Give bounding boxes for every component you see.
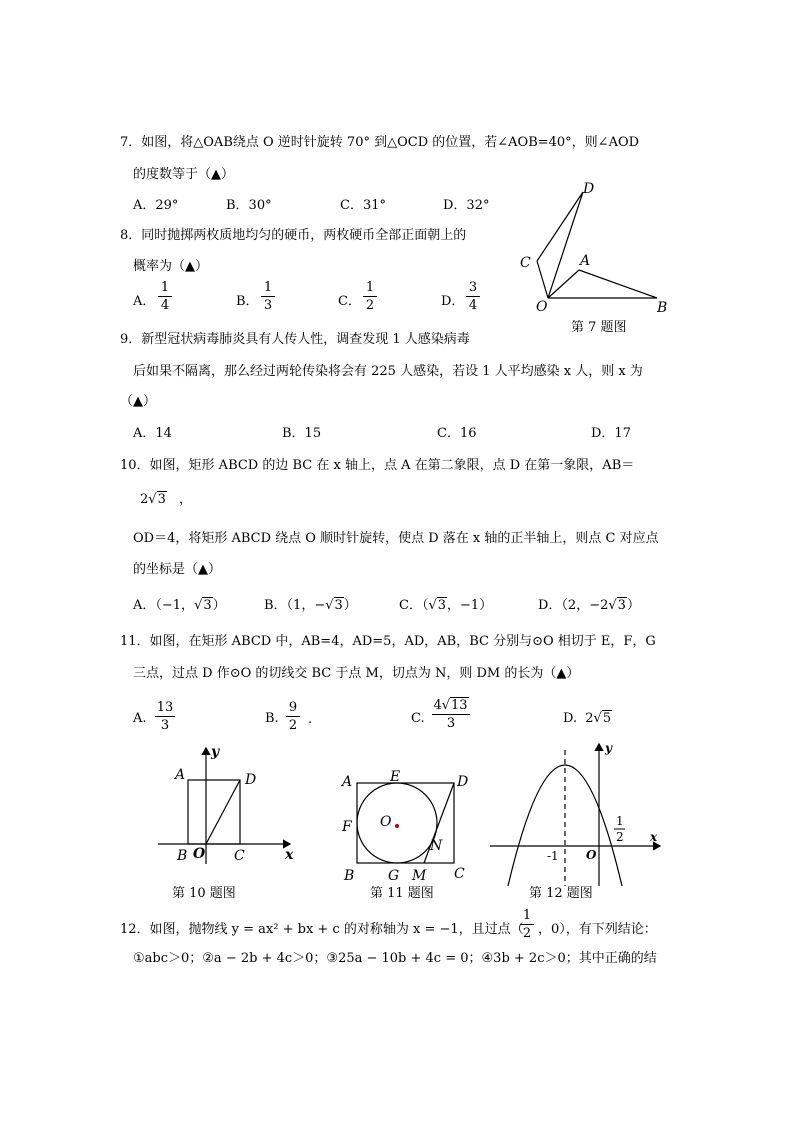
q11-option-d: D. 2√5 xyxy=(563,711,612,726)
q7-segment-cd xyxy=(537,192,583,261)
q11-label-b: B xyxy=(344,868,355,884)
q10-segment-od xyxy=(206,780,240,844)
q10-label-o: O xyxy=(193,846,206,862)
q11-label-f: F xyxy=(342,819,352,835)
figure-q12 xyxy=(485,740,665,902)
figure-q11 xyxy=(338,764,478,902)
q8-option-a-num: 1 xyxy=(160,280,170,295)
q10-option-b: B．（1，−√3） xyxy=(264,598,357,613)
q11-figure-caption: 第 11 题图 xyxy=(370,886,434,901)
q10-label-x: x xyxy=(285,847,294,863)
q11-option-b-tail: . xyxy=(308,712,313,727)
q8-option-d-fraction xyxy=(466,280,480,313)
q11-label-o: O xyxy=(380,814,392,830)
q7-label-c: C xyxy=(520,255,531,271)
q8-option-a-letter: A． xyxy=(133,294,156,309)
q10-rectangle-abcd xyxy=(188,780,240,844)
q11-line2: 三点，过点 D 作⊙O 的切线交 BC 于点 M，切点为 N，则 DM 的长为（▲） xyxy=(133,666,580,681)
q11-label-a: A xyxy=(342,774,353,790)
q12-label-o: O xyxy=(586,848,597,862)
q10-label-b: B xyxy=(177,848,188,864)
q10-label-c: C xyxy=(234,848,245,864)
q8-option-d-den: 4 xyxy=(466,296,480,313)
q10-line2: 2√3 ， xyxy=(140,492,193,507)
q7-label-a: A xyxy=(580,253,591,269)
figure-q10 xyxy=(150,742,310,902)
q10-option-c: C．（√3，−1） xyxy=(399,598,493,613)
q10-line4: 的坐标是（▲） xyxy=(133,562,221,577)
q9-option-b: B．15 xyxy=(282,426,322,441)
q11-option-c-letter: C. xyxy=(411,711,425,726)
q8-line1: 8．同时抛掷两枚质地均匀的硬币，两枚硬币全部正面朝上的 xyxy=(120,228,467,243)
q7-option-c: C．31° xyxy=(340,198,386,213)
q9-line2: 后如果不隔离，那么经过两轮传染将会有 225 人感染，若设 1 人平均感染 x 人，则 x 为 xyxy=(133,364,643,379)
q11-center-point xyxy=(395,824,399,828)
q11-option-a-fraction: $\frac{13}{3}$ xyxy=(156,700,174,733)
q9-line3: （▲） xyxy=(120,394,156,409)
q8-option-b-letter: B． xyxy=(236,294,259,309)
q11-label-c: C xyxy=(454,866,465,882)
q7-line2: 的度数等于（▲） xyxy=(133,167,234,182)
q8-option-a-fraction xyxy=(158,280,172,313)
q11-label-m: M xyxy=(412,868,427,884)
q11-option-b-letter: B. xyxy=(265,711,279,726)
q8-line2: 概率为（▲） xyxy=(133,259,208,274)
q10-option-a: A．（−1，√3） xyxy=(133,598,226,613)
q10-line1: 10．如图，矩形 ABCD 的边 BC 在 x 轴上，点 A 在第二象限，点 D 在第一象限，AB＝ xyxy=(120,458,635,473)
q11-label-d: D xyxy=(457,774,469,790)
q12-figure-caption: 第 12 题图 xyxy=(529,886,593,901)
figure-q7 xyxy=(512,178,672,338)
q8-option-b-num: 1 xyxy=(263,280,273,295)
q11-line1: 11．如图，在矩形 ABCD 中，AB=4，AD=5，AD，AB，BC 分别与⊙O 相切于 E，F，G xyxy=(120,634,656,649)
q10-figure-caption: 第 10 题图 xyxy=(172,886,236,901)
q9-option-d: D．17 xyxy=(591,426,631,441)
q11-label-n: N xyxy=(430,838,443,854)
q8-option-b-den: 3 xyxy=(261,296,275,313)
q11-option-b-fraction: $\frac{9}{2}$ xyxy=(286,700,300,733)
q8-option-c-den: 2 xyxy=(363,296,377,313)
q10-label-a: A xyxy=(175,767,186,783)
q12-label-y: y xyxy=(605,741,612,755)
q12-line1-post: ，0），有下列结论： xyxy=(538,922,657,937)
q8-option-d-letter: D． xyxy=(441,294,465,309)
q7-option-a: A．29° xyxy=(133,198,179,213)
q10-line2-tail: ， xyxy=(179,492,193,507)
q7-label-o: O xyxy=(536,299,548,315)
q7-option-b: B．30° xyxy=(226,198,272,213)
q11-option-a-letter: A. xyxy=(133,711,147,726)
q8-option-b-fraction xyxy=(261,280,275,313)
q10-option-d: D．（2，−2√3） xyxy=(538,598,640,613)
q10-line3: OD＝4，将矩形 ABCD 绕点 O 顺时针旋转，使点 D 落在 x 轴的正半轴上，则点 C 对应点 xyxy=(133,531,659,546)
q7-label-b: B xyxy=(657,300,668,316)
q12-point-fraction: $\frac{1}{2}$ xyxy=(520,908,534,941)
q11-option-c-fraction: $\frac{4√13}{3}$ xyxy=(432,698,470,731)
q11-circle-o xyxy=(357,783,437,863)
q7-segment-ab xyxy=(579,270,657,298)
q10-label-d: D xyxy=(245,772,257,788)
q9-option-a: A．14 xyxy=(133,426,172,441)
q12-line1-pre: 12．如图，抛物线 y = ax² + bx + c 的对称轴为 x = −1，且过点（ xyxy=(120,922,524,937)
q12-line2: ①abc＞0；②a − 2b + 4c＞0；③25a − 10b + 4c = 0；④3b + 2c＞0；其中正确的结 xyxy=(133,951,657,966)
q10-label-y: y xyxy=(211,744,220,760)
q11-label-g: G xyxy=(388,868,400,884)
q8-option-c-num: 1 xyxy=(365,280,375,295)
q11-label-e: E xyxy=(390,769,401,785)
q9-line1: 9．新型冠状病毒肺炎具有人传人性，调查发现 1 人感染病毒 xyxy=(120,332,470,347)
q12-label-half-num: 1 xyxy=(616,814,624,828)
q12-label-neg1: -1 xyxy=(547,849,559,863)
q12-label-x: x xyxy=(650,830,658,844)
q10-ab-coefficient: 2 xyxy=(140,492,149,507)
q8-option-d-num: 3 xyxy=(468,280,478,295)
q7-line1: 7．如图，将△OAB绕点 O 逆时针旋转 70° 到△OCD 的位置，若∠AOB=40°，则∠AOD xyxy=(120,135,640,150)
q7-segment-oc xyxy=(537,261,548,298)
q8-option-a-den: 4 xyxy=(158,296,172,313)
q9-option-c: C．16 xyxy=(437,426,477,441)
q10-ab-radicand: 3 xyxy=(157,492,166,507)
q12-label-half-den: 2 xyxy=(616,830,624,844)
q8-option-c-fraction xyxy=(363,280,377,313)
q7-figure-caption: 第 7 题图 xyxy=(571,320,627,335)
q7-label-d: D xyxy=(583,181,595,197)
q7-option-d: D．32° xyxy=(443,198,490,213)
q8-option-c-letter: C． xyxy=(338,294,361,309)
